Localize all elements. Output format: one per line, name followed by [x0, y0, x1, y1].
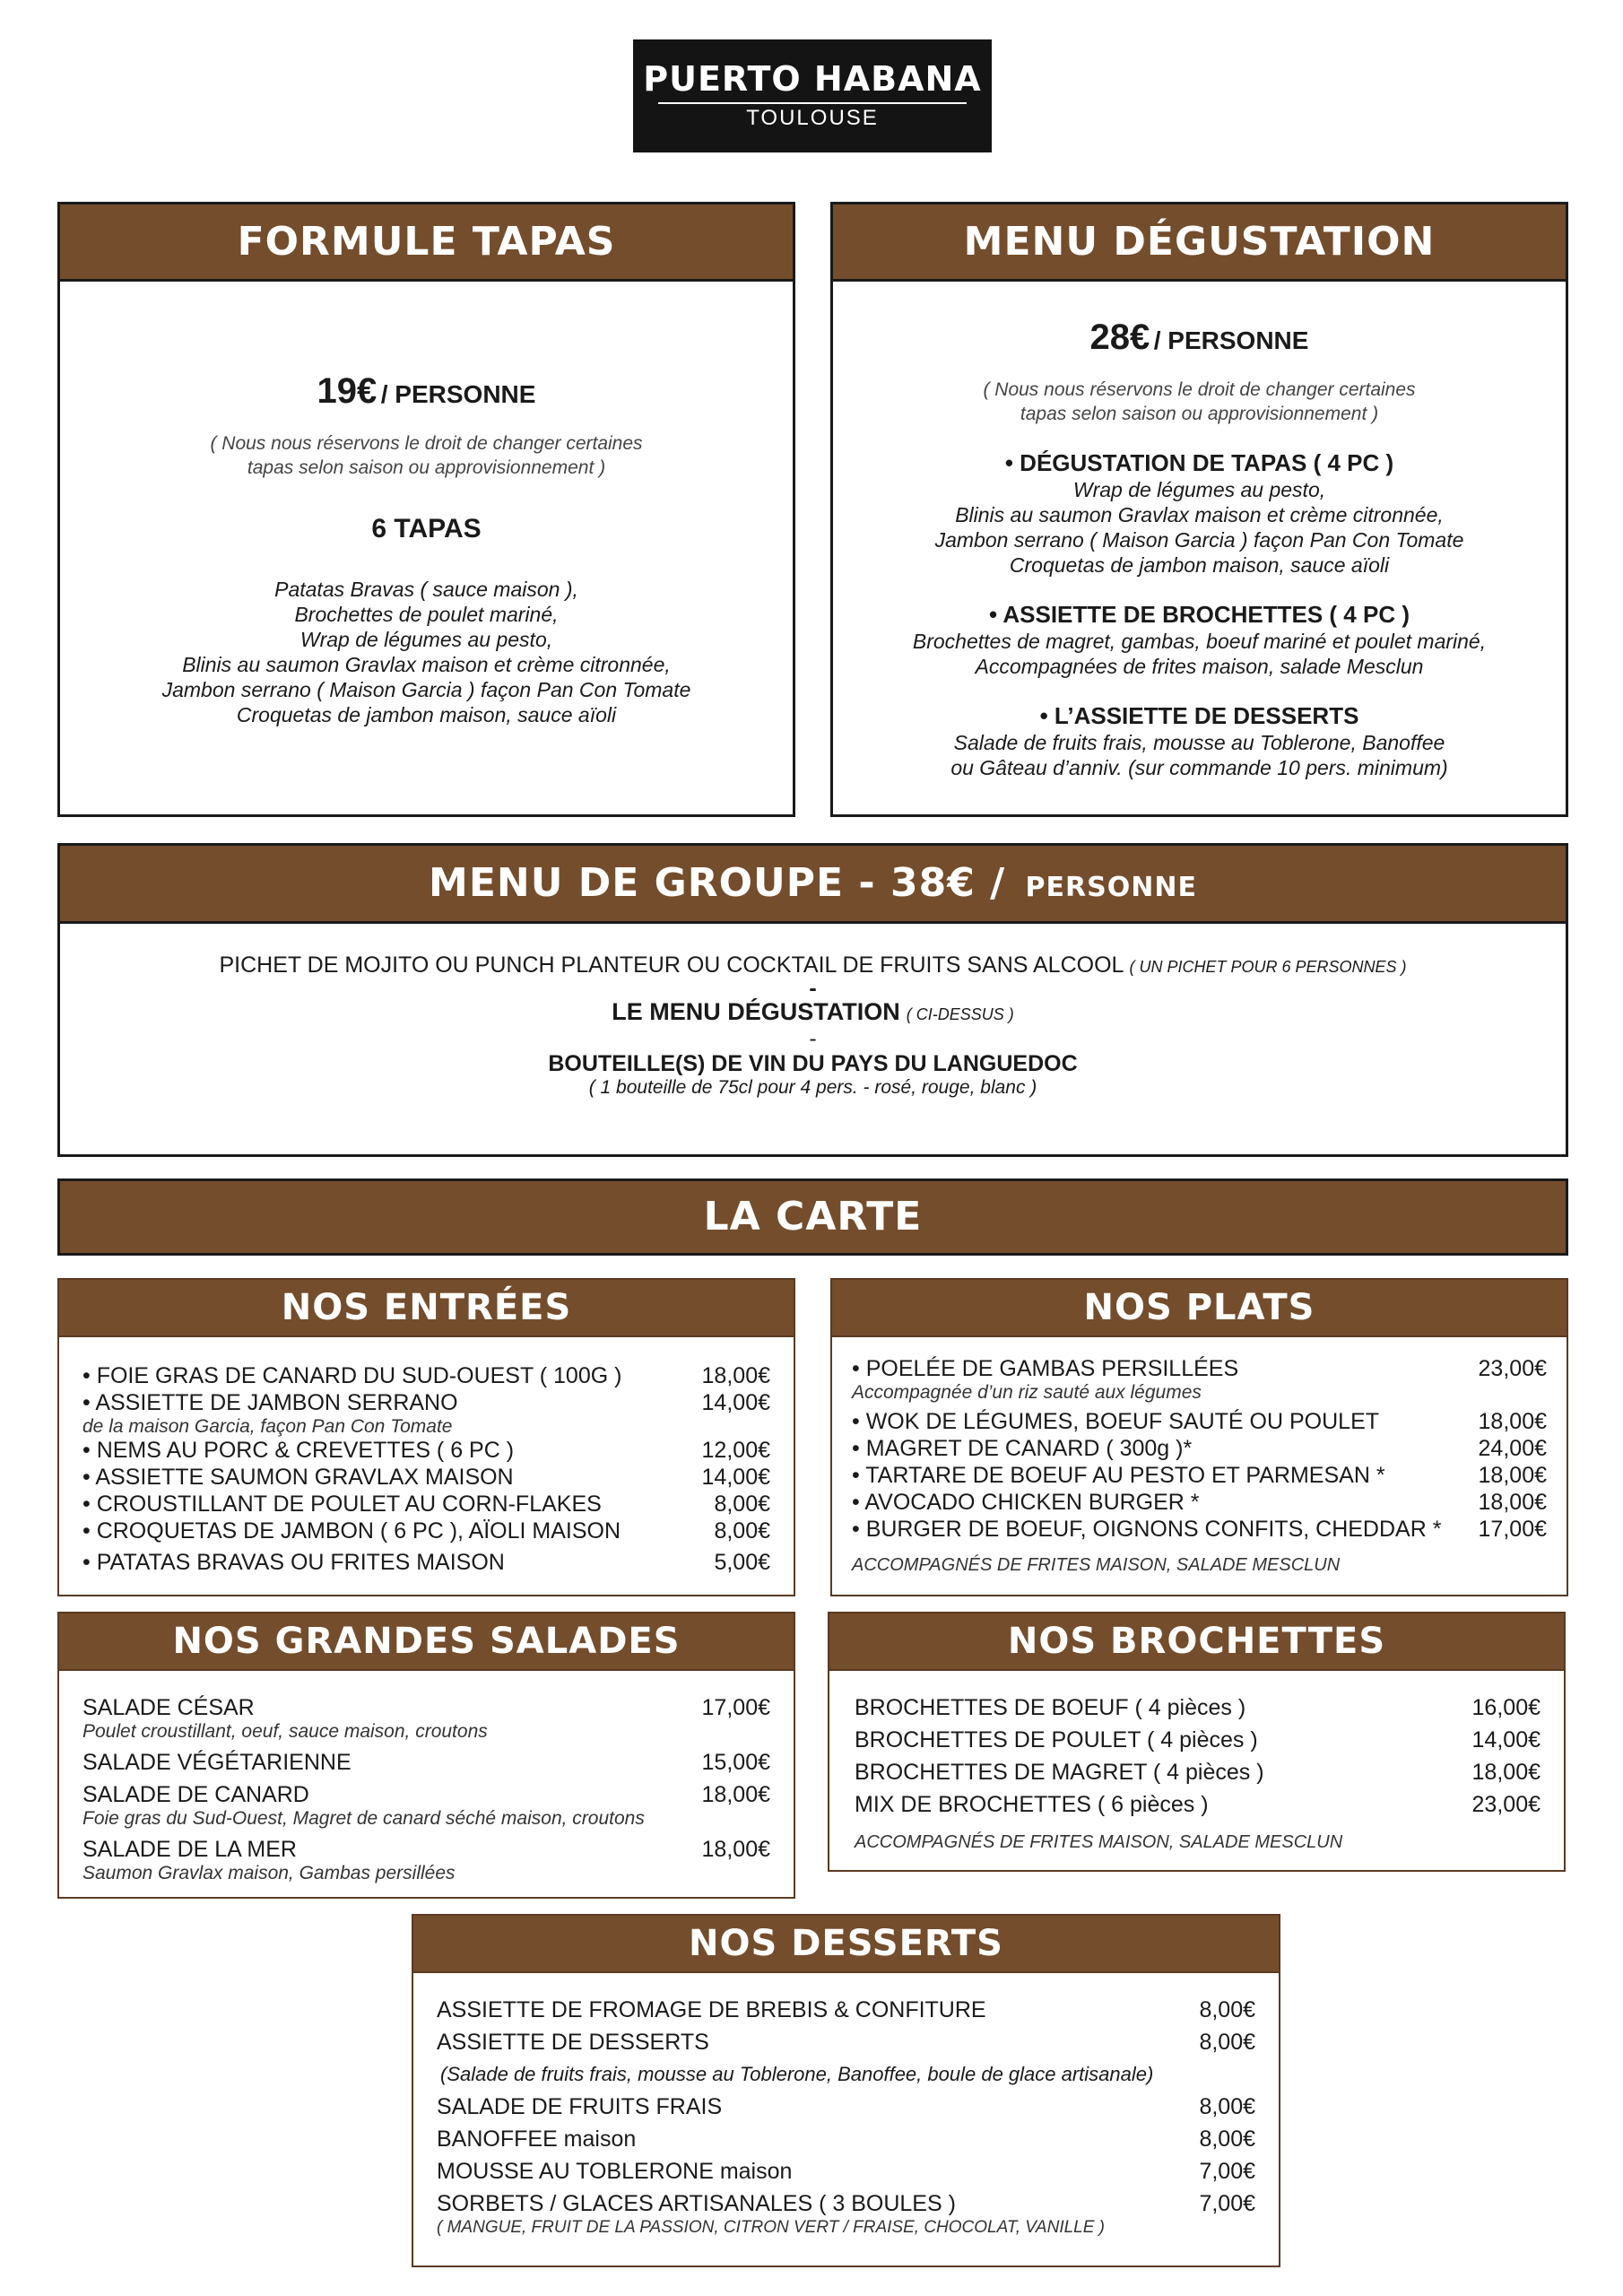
formule-tapas-price-line: [60, 371, 793, 412]
logo-name: PUERTO HABANA: [643, 59, 982, 99]
degustation-section-title: • L’ASSIETTE DE DESSERTS: [1039, 702, 1359, 729]
groupe-separator: -: [809, 976, 817, 1001]
dessert-price: 8,00€: [1199, 2094, 1255, 2119]
groupe-line-3-note: ( 1 bouteille de 75cl pour 4 pers. - rosé, rouge, blanc ): [588, 1077, 1037, 1098]
entree-row: [82, 1362, 770, 1389]
dessert-detail: (Salade de fruits frais, mousse au Toblerone, Banoffee, boule de glace artisanale): [440, 2063, 1154, 2085]
degustation-line: Croquetas de jambon maison, sauce aïoli: [1009, 553, 1390, 577]
entree-price: 8,00€: [714, 1492, 770, 1517]
brochette-row: [855, 1759, 1541, 1786]
salade-name: SALADE CÉSAR: [82, 1695, 255, 1720]
entree-row: [82, 1437, 770, 1464]
plat-row: [852, 1408, 1547, 1435]
menu-degustation-price-line: [833, 317, 1566, 358]
plat-row: [852, 1516, 1547, 1543]
dessert-price: 8,00€: [1199, 1997, 1255, 2022]
salades-box: [57, 1612, 795, 1899]
dessert-name: BANOFFEE maison: [437, 2126, 637, 2152]
dessert-name: SALADE DE FRUITS FRAIS: [437, 2094, 723, 2119]
plat-name: • TARTARE DE BOEUF AU PESTO ET PARMESAN *: [852, 1463, 1385, 1488]
salades-list: [59, 1671, 794, 1883]
dessert-row: [437, 2158, 1255, 2185]
salade-price: 17,00€: [701, 1695, 770, 1720]
plats-footer: ACCOMPAGNÉS DE FRITES MAISON, SALADE MESCLUN: [852, 1555, 1341, 1575]
salade-price: 18,00€: [701, 1837, 770, 1862]
dessert-price: 8,00€: [1199, 2126, 1255, 2152]
plat-name: • AVOCADO CHICKEN BURGER *: [852, 1490, 1200, 1515]
entree-name: • ASSIETTE DE JAMBON SERRANO: [82, 1390, 458, 1415]
brochette-name: BROCHETTES DE POULET ( 4 pièces ): [855, 1727, 1258, 1752]
degustation-line: Jambon serrano ( Maison Garcia ) façon Pan Con Tomate: [934, 528, 1464, 552]
entree-price: 12,00€: [701, 1438, 770, 1463]
la-carte-banner: [57, 1178, 1568, 1256]
entree-row: [82, 1389, 770, 1416]
entrees-list: [59, 1337, 794, 1576]
brochette-price: 16,00€: [1471, 1695, 1541, 1720]
plat-price: 17,00€: [1478, 1517, 1547, 1542]
formule-tapas-box: [57, 202, 795, 817]
salade-row: [82, 1694, 770, 1721]
entrees-header: NOS ENTRÉES: [59, 1280, 794, 1337]
dessert-row: [437, 2190, 1255, 2217]
degustation-line: Blinis au saumon Gravlax maison et crème citronnée,: [955, 503, 1444, 526]
groupe-line-2-note: ( CI-DESSUS ): [906, 1005, 1014, 1023]
brochettes-box: [828, 1612, 1566, 1872]
entree-name: • PATATAS BRAVAS OU FRITES MAISON: [82, 1550, 505, 1575]
plats-list: [832, 1337, 1567, 1576]
brochette-name: BROCHETTES DE BOEUF ( 4 pièces ): [855, 1695, 1246, 1720]
logo-divider: [658, 102, 967, 104]
entree-row: [82, 1464, 770, 1491]
logo: [633, 39, 992, 152]
entree-price: 18,00€: [701, 1363, 770, 1388]
menu-groupe-box: [57, 843, 1568, 1157]
menu-degustation-note-1: ( Nous nous réservons le droit de changer certaines: [983, 379, 1416, 400]
logo-city: TOULOUSE: [746, 106, 879, 130]
dessert-name: MOUSSE AU TOBLERONE maison: [437, 2159, 793, 2184]
dessert-row: [437, 2093, 1255, 2120]
plat-price: 18,00€: [1478, 1409, 1547, 1434]
formule-tapas-item: Jambon serrano ( Maison Garcia ) façon Pan Con Tomate: [161, 678, 691, 701]
entree-row: [82, 1549, 770, 1576]
formule-tapas-item: Wrap de légumes au pesto,: [299, 628, 553, 651]
formule-tapas-item: Brochettes de poulet mariné,: [294, 603, 559, 626]
brochette-price: 14,00€: [1471, 1727, 1541, 1752]
degustation-line: Salade de fruits frais, mousse au Toblerone, Banoffee: [953, 731, 1445, 754]
groupe-line-1: PICHET DE MOJITO OU PUNCH PLANTEUR OU COCKTAIL DE FRUITS SANS ALCOOL: [219, 952, 1124, 978]
entrees-box: [57, 1278, 795, 1596]
plat-name: • BURGER DE BOEUF, OIGNONS CONFITS, CHEDDAR *: [852, 1517, 1442, 1542]
plat-row: [852, 1462, 1547, 1489]
plat-name: • WOK DE LÉGUMES, BOEUF SAUTÉ OU POULET: [852, 1409, 1380, 1434]
brochette-price: 23,00€: [1471, 1792, 1541, 1817]
entree-row: [82, 1518, 770, 1544]
plat-price: 24,00€: [1478, 1436, 1547, 1461]
salade-price: 18,00€: [701, 1782, 770, 1807]
menu-degustation-note-2: tapas selon saison ou approvisionnement ): [1020, 404, 1379, 424]
menu-degustation-per: / PERSONNE: [1153, 326, 1309, 354]
dessert-row: [437, 1996, 1255, 2023]
formule-tapas-note-1: ( Nous nous réservons le droit de changer certaines: [210, 433, 643, 454]
formule-tapas-item: Croquetas de jambon maison, sauce aïoli: [236, 703, 617, 726]
brochette-name: MIX DE BROCHETTES ( 6 pièces ): [855, 1792, 1209, 1817]
plat-sub: Accompagnée d’un riz sauté aux légumes: [852, 1382, 1202, 1403]
formule-tapas-note-2: tapas selon saison ou approvisionnement ): [247, 457, 606, 478]
salade-price: 15,00€: [701, 1750, 770, 1775]
plat-row: [852, 1355, 1547, 1382]
dessert-name: ASSIETTE DE FROMAGE DE BREBIS & CONFITURE: [437, 1997, 986, 2022]
formule-tapas-header: FORMULE TAPAS: [60, 204, 793, 282]
dessert-sub: ( MANGUE, FRUIT DE LA PASSION, CITRON VERT / FRAISE, CHOCOLAT, VANILLE ): [437, 2218, 1106, 2237]
formule-tapas-item: Blinis au saumon Gravlax maison et crème citronnée,: [182, 653, 671, 676]
brochettes-list: [829, 1671, 1564, 1853]
salade-row: [82, 1749, 770, 1776]
salade-sub: Saumon Gravlax maison, Gambas persillées: [82, 1863, 456, 1883]
menu-degustation-box: [830, 202, 1568, 817]
formule-tapas-price: 19€: [317, 371, 378, 411]
brochettes-header: NOS BROCHETTES: [829, 1613, 1564, 1671]
entree-price: 14,00€: [701, 1465, 770, 1490]
groupe-line-2: LE MENU DÉGUSTATION: [612, 998, 900, 1025]
groupe-line-3: BOUTEILLE(S) DE VIN DU PAYS DU LANGUEDOC: [548, 1051, 1078, 1076]
salade-name: SALADE DE CANARD: [82, 1782, 309, 1807]
salades-header: NOS GRANDES SALADES: [59, 1613, 794, 1671]
entree-price: 8,00€: [714, 1518, 770, 1544]
formule-tapas-per: / PERSONNE: [380, 380, 536, 408]
entree-name: • ASSIETTE SAUMON GRAVLAX MAISON: [82, 1465, 514, 1490]
entree-name: • CROUSTILLANT DE POULET AU CORN-FLAKES: [82, 1492, 602, 1517]
salade-sub: Poulet croustillant, oeuf, sauce maison, croutons: [82, 1721, 488, 1742]
salade-name: SALADE VÉGÉTARIENNE: [82, 1750, 352, 1775]
degustation-line: ou Gâteau d’anniv. (sur commande 10 pers. minimum): [950, 756, 1448, 779]
formule-tapas-item: Patatas Bravas ( sauce maison ),: [274, 578, 578, 601]
dessert-name: ASSIETTE DE DESSERTS: [437, 2030, 709, 2055]
desserts-box: [412, 1914, 1280, 2267]
plats-header: NOS PLATS: [832, 1280, 1567, 1337]
la-carte-title: LA CARTE: [60, 1181, 1566, 1253]
formule-tapas-subtitle: 6 TAPAS: [371, 514, 482, 544]
groupe-separator: -: [809, 1026, 817, 1051]
salade-name: SALADE DE LA MER: [82, 1837, 297, 1862]
degustation-section-title: • DÉGUSTATION DE TAPAS ( 4 PC ): [1004, 449, 1394, 476]
salade-row: [82, 1781, 770, 1808]
degustation-section-title: • ASSIETTE DE BROCHETTES ( 4 PC ): [989, 601, 1410, 628]
plat-name: • POELÉE DE GAMBAS PERSILLÉES: [852, 1356, 1239, 1381]
entree-name: • NEMS AU PORC & CREVETTES ( 6 PC ): [82, 1438, 515, 1463]
salade-sub: Foie gras du Sud-Ouest, Magret de canard séché maison, croutons: [82, 1808, 645, 1829]
plat-price: 18,00€: [1478, 1490, 1547, 1515]
brochette-row: [855, 1726, 1541, 1753]
degustation-line: Accompagnées de frites maison, salade Mesclun: [975, 655, 1424, 678]
dessert-price: 7,00€: [1199, 2159, 1255, 2184]
menu-degustation-header: MENU DÉGUSTATION: [833, 204, 1566, 282]
entree-name: • CROQUETAS DE JAMBON ( 6 PC ), AÏOLI MAISON: [82, 1518, 621, 1544]
brochette-row: [855, 1791, 1541, 1818]
degustation-line: Brochettes de magret, gambas, boeuf mariné et poulet mariné,: [912, 630, 1487, 653]
brochette-name: BROCHETTES DE MAGRET ( 4 pièces ): [855, 1760, 1264, 1785]
groupe-line-1-note: ( UN PICHET POUR 6 PERSONNES ): [1129, 958, 1407, 976]
dessert-price: 8,00€: [1199, 2030, 1255, 2055]
entree-price: 14,00€: [701, 1390, 770, 1415]
plat-row: [852, 1435, 1547, 1462]
entree-price: 5,00€: [714, 1550, 770, 1575]
plat-name: • MAGRET DE CANARD ( 300g )*: [852, 1436, 1193, 1461]
plat-row: [852, 1489, 1547, 1516]
desserts-list: [413, 1973, 1279, 2238]
entree-sub: de la maison Garcia, façon Pan Con Tomate: [82, 1416, 453, 1437]
brochette-row: [855, 1694, 1541, 1721]
plat-price: 18,00€: [1478, 1463, 1547, 1488]
dessert-row: [437, 2126, 1255, 2152]
menu-groupe-per: PERSONNE: [1025, 872, 1197, 903]
degustation-line: Wrap de légumes au pesto,: [1072, 478, 1326, 501]
brochette-price: 18,00€: [1471, 1760, 1541, 1785]
dessert-row: [437, 2029, 1255, 2056]
menu-degustation-price: 28€: [1089, 317, 1150, 357]
menu-groupe-header: [60, 846, 1566, 924]
dessert-name: SORBETS / GLACES ARTISANALES ( 3 BOULES ): [437, 2191, 956, 2216]
desserts-header: NOS DESSERTS: [413, 1916, 1279, 1973]
salade-row: [82, 1836, 770, 1863]
plats-box: [830, 1278, 1568, 1596]
entree-row: [82, 1491, 770, 1518]
plat-price: 23,00€: [1478, 1356, 1547, 1381]
entree-name: • FOIE GRAS DE CANARD DU SUD-OUEST ( 100G ): [82, 1363, 622, 1388]
menu-groupe-title: MENU DE GROUPE - 38€ /: [429, 860, 1006, 906]
brochettes-footer: ACCOMPAGNÉS DE FRITES MAISON, SALADE MESCLUN: [855, 1832, 1343, 1852]
dessert-price: 7,00€: [1199, 2191, 1255, 2216]
